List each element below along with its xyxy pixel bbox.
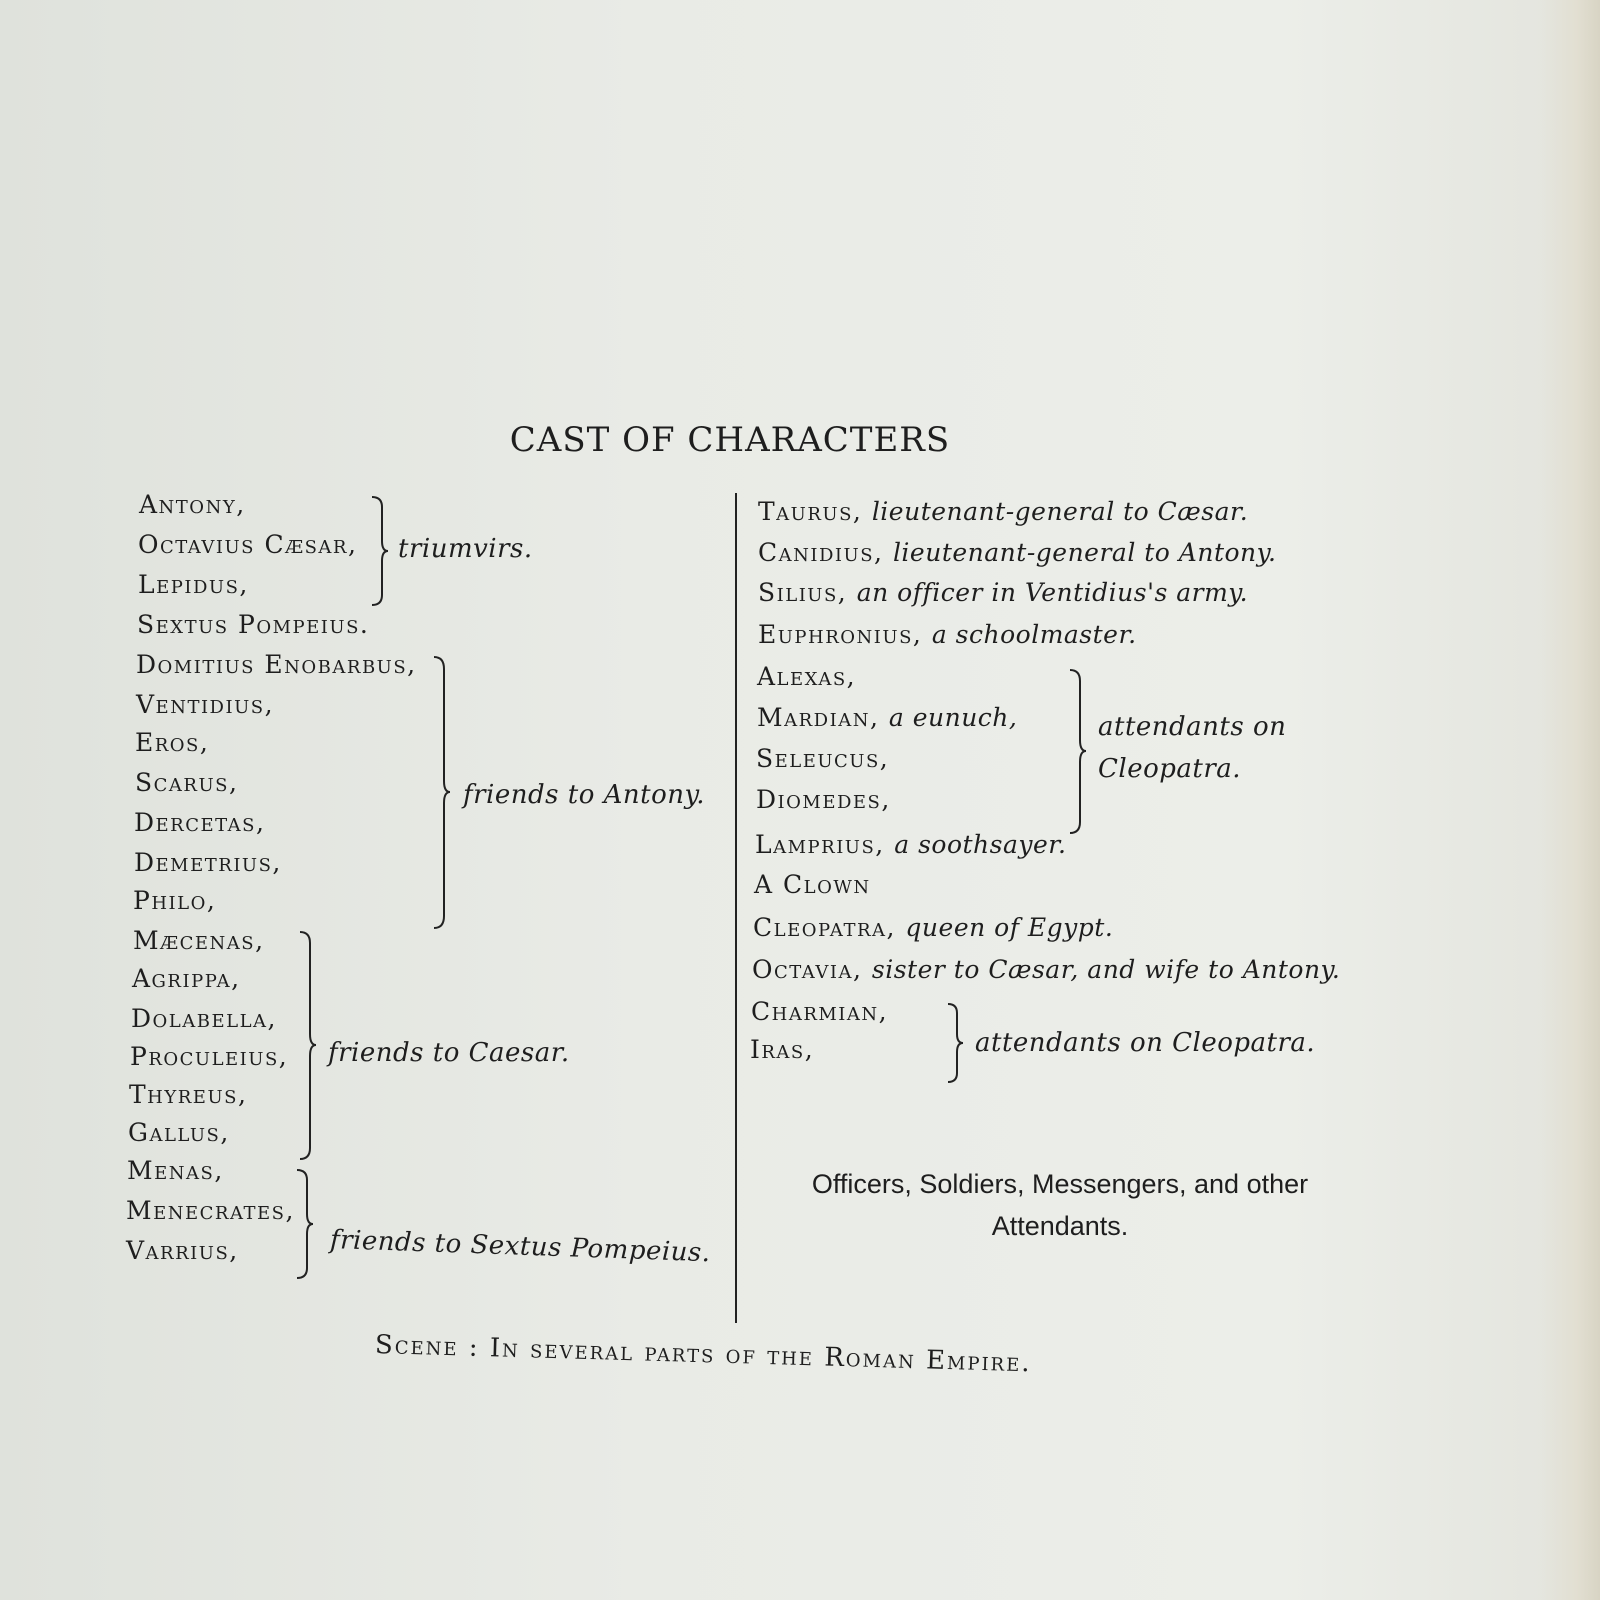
cast-name-gallus: Gallus, [128,1118,230,1147]
cast-entry-octavia [752,955,1340,985]
cast-desc-lamprius: a soothsayer. [894,830,1067,859]
cast-desc-octavia: sister to Cæsar, and wife to Antony. [871,955,1341,984]
cast-entry-lamprius [755,830,1066,860]
cast-entry-seleucus [756,744,889,774]
cast-name-thyreus: Thyreus, [129,1080,248,1109]
cast-desc-euphronius: a schoolmaster. [931,620,1137,649]
cast-name-proculeius: Proculeius, [130,1042,289,1071]
cast-entry-canidius [758,538,1276,568]
brace-friends-caesar [298,930,318,1162]
cast-name-antony: Antony, [139,490,246,519]
cast-name-dolabella: Dolabella, [131,1004,277,1033]
extras-line2: Attendants. [991,1211,1129,1241]
cast-name-scarus: Scarus, [135,768,239,797]
scene-line: Scene : In several parts of the Roman Empire. [374,1330,1033,1379]
page-edge-shadow [1540,0,1600,1600]
cast-entry-cleopatra [753,913,1113,943]
brace-triumvirs [370,495,390,607]
cast-entry-clown [754,870,871,900]
extras-note [770,1163,1350,1247]
cast-name-taurus: Taurus, [758,497,863,526]
cast-name-octavius: Octavius Cæsar, [138,530,358,559]
column-divider [735,493,737,1323]
cast-desc-cleopatra: queen of Egypt. [905,913,1114,942]
cast-name-mardian: Mardian, [757,703,880,732]
cast-name-alexas: Alexas, [757,662,857,691]
label-attendants-line2: Cleopatra. [1098,754,1242,784]
label-friends-sextus: friends to Sextus Pompeius. [329,1225,712,1269]
page-title: CAST OF CHARACTERS [509,420,951,460]
cast-name-philo: Philo, [133,886,217,915]
cast-name-lepidus: Lepidus, [138,570,249,599]
cast-desc-mardian: a eunuch, [888,703,1018,732]
cast-name-demetrius: Demetrius, [134,848,282,877]
cast-name-menecrates: Menecrates, [126,1196,295,1225]
cast-entry-euphronius [758,620,1137,650]
cast-name-euphronius: Euphronius, [758,620,923,649]
cast-desc-canidius: lieutenant-general to Antony. [892,538,1277,567]
cast-name-canidius: Canidius, [758,538,884,567]
cast-name-agrippa: Agrippa, [132,964,241,993]
cast-name-clown: A Clown [754,870,871,899]
cast-name-varrius: Varrius, [126,1236,239,1265]
label-triumvirs: triumvirs. [398,534,533,564]
cast-entry-mardian [757,703,1017,733]
brace-charmian-iras [946,1002,966,1084]
cast-name-maecenas: Mæcenas, [133,926,265,955]
cast-name-dercetas: Dercetas, [134,808,266,837]
cast-name-charmian: Charmian, [751,997,889,1026]
cast-desc-taurus: lieutenant-general to Cæsar. [871,497,1249,526]
cast-name-octavia: Octavia, [752,955,863,984]
label-friends-antony: friends to Antony. [463,780,705,810]
label-attendants-line1: attendants on [1098,712,1287,742]
label-charmian-iras: attendants on Cleopatra. [975,1028,1316,1058]
brace-friends-antony [432,655,452,930]
cast-name-enobarbus: Domitius Enobarbus, [136,650,417,679]
cast-name-menas: Menas, [127,1156,224,1185]
cast-entry-taurus [758,497,1248,527]
cast-name-sextus-pompeius: Sextus Pompeius. [137,610,370,639]
cast-entry-alexas [757,662,856,692]
cast-entry-diomedes [756,785,891,815]
extras-line1: Officers, Soldiers, Messengers, and other [811,1169,1309,1199]
cast-name-iras: Iras, [750,1035,815,1064]
cast-desc-silius: an officer in Ventidius's army. [856,578,1249,607]
label-friends-caesar: friends to Caesar. [328,1038,570,1068]
cast-name-seleucus: Seleucus, [756,744,890,773]
cast-name-eros: Eros, [135,728,210,757]
cast-name-lamprius: Lamprius, [755,830,885,859]
cast-entry-silius [758,578,1248,608]
cast-name-silius: Silius, [758,578,848,607]
brace-attendants-cleopatra [1068,668,1088,836]
brace-friends-sextus [295,1168,315,1280]
cast-name-ventidius: Ventidius, [136,690,275,719]
cast-name-cleopatra: Cleopatra, [753,913,896,942]
cast-name-diomedes: Diomedes, [756,785,891,814]
